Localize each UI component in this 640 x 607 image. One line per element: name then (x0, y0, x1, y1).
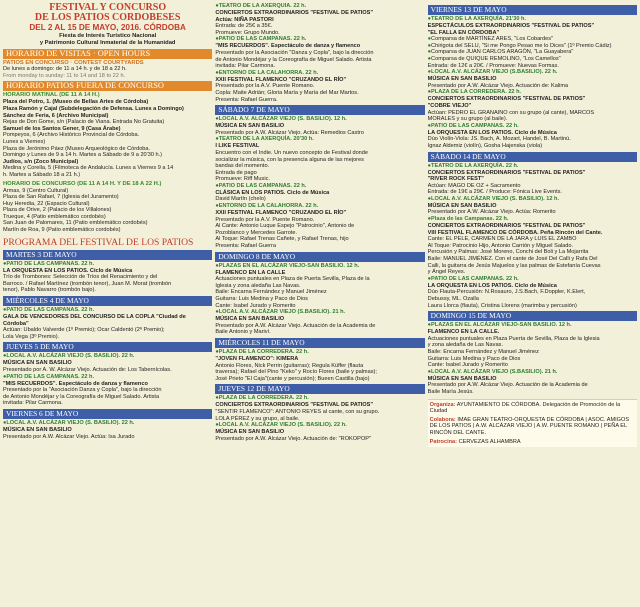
festival-dates: DEL 2 AL 15 DE MAYO, 2016. CÓRDOBA (29, 23, 186, 32)
patio-item: Plaza de San Rafael, 7 (Iglesia del Juramento) (3, 194, 119, 201)
event-title: XXII FESTIVAL FLAMENCO "CRUZANDO EL RÍO" (215, 76, 347, 83)
venue-label: ● LOCAL A.V. ALCÁZAR VIEJO (S. BASILIO). 12 h. (428, 196, 637, 203)
event-title: MÚSICA EN SAN BASILIO (427, 76, 497, 83)
event-text: MORALES y su grupo (al baile). (427, 116, 508, 123)
event-text: Baile María Jesús. (427, 388, 474, 395)
venue-label: ● TEATRO DE LA AXERQUÍA. 21'30 h. (428, 16, 637, 23)
event-text: Pozoblanco y Mercedes Garrote. (215, 229, 298, 236)
date-header: MARTES 3 DE MAYO (3, 250, 212, 260)
event-text: David Martín (chelo) (215, 196, 266, 203)
event-text: Presentado por A. W. Alcázar Viejo. Actuación de: Los Tabernícolas. (3, 367, 172, 373)
event-text: Presentado por la A.V. Puente Romano. (215, 83, 315, 90)
credit-patrocina (430, 439, 635, 446)
patio-item: Samuel de los Santos Gener, 9 (Casa Árabe) (3, 125, 121, 132)
event-text: Encuentro con el Indie. Un nuevo concepto de Festival donde (215, 149, 369, 156)
event-title: FLAMENCO EN LA CALLE. (427, 329, 500, 336)
event-title: CONCIERTOS EXTRAORDINARIOS "FESTIVAL DE PATIOS" (215, 10, 374, 16)
visits-line-en: From monday to sunday: 11 to 14 and 18 to 22 h. (3, 72, 126, 79)
event-text: Presentado por A.W. Alcázar Viejo. Actúa: Isa Jurado (3, 433, 135, 440)
venue-label: ● LOCAL A.V. ALCÁZAR VIEJO (S. BASILIO). 12 h. (215, 116, 424, 123)
event-text: Cante: Isabel Jurado y Romerito (215, 302, 296, 309)
event-text: Actuaciones puntuales en Plaza de Puerta Sevilla, Plaza de la (215, 276, 370, 283)
date-header: JUEVES 12 DE MAYO (215, 384, 424, 394)
credit-text: IMAE GRAN TEATRO-ORQUESTA DE CÓRDOBA | ASOC. AMIGOS DE LOS PATIOS | A.W. ALCÁZAR VIEJO | A.W. PUENTE ROMANO | PEÑA EL RINCÓN DEL CANTE. (429, 416, 630, 436)
date-header: MIÉRCOLES 4 DE MAYO (3, 296, 212, 306)
visits-line-es: De lunes a domingo: de 11 a 14 h. y de 18 a 22 h. (3, 66, 127, 73)
date-header: MIÉRCOLES 11 DE MAYO (215, 338, 424, 348)
venue-label: ● PLAZAS EN EL ALCÁZAR VIEJO-SAN BASILIO. 12 h. (428, 322, 637, 329)
event-title: MÚSICA EN SAN BASILIO (3, 360, 72, 367)
event-text: invitada: Pilar Carmona. (215, 63, 276, 70)
patio-item: Plaza del Potro, 1. (Museo de Bellas Artes de Córdoba) (3, 99, 149, 106)
event-text: Calli, la guitarra de Jesús Majuelos y las palmas de Estefanía Cuevas (427, 262, 601, 269)
event-text: bandas del momento. (215, 163, 270, 170)
event-text: Lola Vega (3º Premio). (3, 333, 60, 340)
event-title: MÚSICA EN SAN BASILIO (215, 429, 285, 436)
venue-label: ● ENTORNO DE LA CALAHORRA. 22 h. (215, 203, 424, 210)
date-header: JUEVES 5 DE MAYO (3, 342, 212, 352)
morning-hours-label: HORARIO MATINAL (DE 11 A 14 H.) (3, 92, 100, 99)
date-header: VIERNES 13 DE MAYO (428, 5, 637, 15)
event-text: ● Comparsa de QUIQUE REMOLINO, "Los Camellos" (428, 56, 637, 63)
event-text: LOLA PÉREZ y su grupo, al baile. (215, 415, 300, 422)
venue-label: ● PATIO DE LAS CAMPANAS. 22 h. (3, 374, 212, 381)
credit-organiza (430, 402, 635, 415)
event-title: MÚSICA EN SAN BASILIO (215, 123, 285, 130)
event-text: Dúo Violín-Viola: JS. Bach, A. Mozart, Handel, B. Martinú. (427, 136, 571, 143)
event-text: ● Chirigota del SELU, "Si me Pongo Pesao me lo Dices" (1º Premio Cádiz) (428, 43, 637, 50)
event-text: tenor), Pablo Navarro (trombón bajo). (3, 287, 96, 294)
venue-label: ● PLAZA DE LA CORREDERA. 22 h. (215, 349, 424, 356)
event-title: CLÁSICA EN LOS PATIOS. Ciclo de Música (215, 189, 330, 196)
event-text: Actuaciones puntuales en Plaza Puerta de Sevilla, Plaza de la Iglesia (427, 335, 600, 342)
venue-label: ● PLAZA DE LA CORREDERA. 22 h. (215, 395, 424, 402)
event-title: "RIVER ROCK FEST" (427, 176, 484, 183)
event-text: Laura Llorca (flauta), Cristina Llorens (marimba y percusión) (427, 302, 577, 309)
venue-label: ● ENTORNO DE LA CALAHORRA. 22 h. (215, 70, 424, 77)
patio-item: Plaza de Jerónimo Páez (Museo Arqueológico de Córdoba. (3, 145, 151, 152)
event-text: Antonio Flores, Nick Perrin (guitarras); Regula Küffer (flauta (215, 362, 364, 369)
event-text: Baile: Encarna Fernández y Manuel Jiménez (215, 289, 327, 296)
patio-item: San Juan de Palomares, 11 (Patio emblemático cordobés) (3, 220, 148, 227)
patio-item: Sánchez de Feria, 6 (Archivo Municipal) (3, 112, 109, 119)
event-text: Al Toque: Rafael Trenas Cañete, y Rafael Trenas, hijo (215, 236, 349, 243)
column-right (428, 3, 637, 607)
event-text: Baile: MANUEL JIMÉNEZ. Con el cante de José Del Calli y Rafa Del (427, 256, 598, 263)
event-text: Presentado por la A.V. Puente Romano. (215, 216, 315, 223)
event-text: socializar la música, con la presencia alguna de las mejores (215, 156, 364, 163)
event-text: Presentado por A.W. Alcázar Viejo. Actúa: Romerito (427, 209, 556, 216)
venue-label: ● PLAZAS EN EL ALCÁZAR VIEJO-SAN BASILIO. 12 h. (215, 263, 424, 270)
patio-item: Rejas de Don Gome, s/n (Palacio de Viana. Entrada No Gratuita) (3, 119, 165, 126)
venue-label: ● TEATRO DE LA AXERQUÍA. 22 h. (215, 3, 424, 10)
venue-label: ● PATIO DE LAS CAMPANAS. 22 h. (3, 261, 212, 268)
event-title: "COBRE VIEJO" (427, 102, 472, 109)
patio-item: Medina y Corella, 5 (Filmoteca de Andalucía. Lunes a Viernes 9 a 14 (3, 165, 174, 172)
column-middle (215, 3, 424, 607)
event-text: Cante: EL PELE, CARMEN DE LA JARA y LUIS EL ZAMBO (427, 236, 577, 243)
date-header: VIERNES 6 DE MAYO (3, 409, 212, 419)
visits-hours-header: HORARIO DE VISITAS · OPEN HOURS (3, 49, 212, 59)
event-text: Barroco. / Rafael Martínez (trombón tenor), Juan M. Morat (trombón (3, 280, 172, 287)
venue-label: ● TEATRO DE LA AXERQUÍA. 22 h. (428, 163, 637, 170)
patio-item: Domingo y Lunes de 9 a 14 h. Martes a Sábado de 9 a 20'30 h.) (3, 152, 163, 159)
event-title: "EL FALLA EN CÓRDOBA" (427, 29, 500, 36)
event-title: CONCIERTOS EXTRAORDINARIOS "FESTIVAL DE PATIOS" (427, 169, 586, 176)
event-text: "SENTIR FLAMENCO": ANTONIO REYES al cante, con su grupo. (215, 408, 380, 415)
patio-item: Plaza de Orive, 2 (Palacio de los Villalones) (3, 207, 112, 214)
event-title: LA ORQUESTA EN LOS PATIOS. Ciclo de Música (427, 282, 557, 289)
event-text: Presentado por A.W. Alcázar Viejo. Actuación de: Kalima (427, 82, 569, 89)
date-header: SÁBADO 14 DE MAYO (428, 152, 637, 162)
venue-label: ● PATIO DE LAS CAMPANAS. 22 h. (428, 123, 637, 130)
credit-label: Patrocina: (429, 438, 458, 445)
event-text: Dúo Flauta-Percusión: N.Rosauro, J.S.Bach, F.Doppler, K.Elert, (427, 289, 586, 296)
event-text: de Antonio Mondéjar y la Coreografía de Miguel Salado. Artista (3, 393, 160, 400)
event-text: Actúa: NIÑA PASTORI (215, 16, 274, 23)
event-text: Cante: Isabel Jurado y Romerito (427, 362, 508, 369)
venue-label: ● LOCAL A.V. ALCÁZAR VIEJO (S. BASILIO). 22 h. (3, 353, 212, 360)
event-title: CONCIERTOS EXTRAORDINARIOS "FESTIVAL DE PATIOS" (427, 223, 586, 230)
event-text: Entrada de pago (215, 169, 257, 176)
event-title: LA ORQUESTA EN LOS PATIOS. Ciclo de Música (427, 129, 557, 136)
event-text: Entrada: de 25€ a 35€. (215, 23, 273, 30)
date-header: DOMINGO 8 DE MAYO (215, 252, 424, 262)
event-text: Baile Antonio y Mariví. (215, 329, 271, 336)
patio-item: Martín de Roa, 9 (Patio emblemático cordobés) (3, 227, 121, 234)
event-text: Trío de Trombones: Selección de Tríos del Renacimiento y del (3, 274, 158, 281)
event-text: traversa); Rafael del Pino "Keko" y Rocío Flores (baile y palmas); (215, 369, 377, 376)
credit-text: AYUNTAMIENTO DE CÓRDOBA. Delegación de Promoción de la Ciudad (429, 401, 621, 415)
event-text: invitada: Pilar Carmona. (3, 400, 63, 407)
venue-label: ● LOCAL A.V. ALCÁZAR VIEJO (S. BASILIO). 22 h. (215, 422, 424, 429)
page-title-line2: DE LOS PATIOS CORDOBESES (34, 12, 181, 23)
event-title: Córdoba" (3, 320, 29, 327)
event-text: Ignaz Aldemiz (violín), Gosha Hajenska (viola) (427, 142, 543, 149)
event-title: ESPECTÁCULOS EXTRAORDINARIOS "FESTIVAL DE PATIOS" (427, 23, 595, 29)
event-text: Entrada: de 12€ a 20€. / Promueve: Nuevas Formas. (427, 62, 559, 69)
event-title: GALA DE VENCEDORES DEL CONCURSO DE LA COPLA "Ciudad de (3, 314, 186, 321)
venue-label: ● PLAZA DE LA CORREDERA. 22 h. (428, 89, 637, 96)
venue-label: ● LOCAL A.V. ALCÁZAR VIEJO (S.BASILIO). 21 h. (215, 309, 424, 316)
venue-label: ● LOCAL A.V. ALCÁZAR VIEJO (S.BASILIO). 21 h. (428, 369, 637, 376)
event-text: Baile: Encarna Fernández y Manuel Jiménez (427, 348, 539, 355)
event-text: Actúan: MAGO DE OZ + Sacramento (427, 182, 521, 189)
event-text: Debussy, ML. Ozalla (427, 296, 479, 302)
event-text: y zona aledaña de Las Navas. (427, 342, 503, 349)
credit-text: CERVEZAS ALHAMBRA (458, 438, 521, 445)
patio-item: Judíos, s/n (Zoco Municipal) (3, 158, 79, 165)
event-text: ● Comparsa de JUAN CARLOS ARAGÓN, "La Guayabera" (428, 49, 637, 56)
event-text: Presentado por la Asociación "Danza y Copla", bajo la dirección (215, 49, 374, 56)
event-text: Promueve: Riff Music. (215, 176, 270, 183)
patio-item: Huy Heredia, 22 (Espacio Cultural) (3, 200, 90, 207)
venue-label: ● Plaza de las Campanas. 22 h. (428, 216, 637, 223)
event-text: Promueve: Grupo Mundo. (215, 29, 280, 36)
event-text: Actúan: Ubaldo Valverde (1º Premio); Ocar Caldentó (2º Premio); (3, 327, 165, 334)
event-title: MÚSICA EN SAN BASILIO (427, 202, 497, 209)
event-text: Presentado por A.W. Alcázar Viejo. Actuación de la Academia de (427, 382, 588, 389)
column-left (3, 3, 212, 607)
event-text: Presentado por A.W. Alcázar Viejo. Actúa: Remedios Castro (215, 129, 364, 136)
patio-item: Lunes a Viernes) (3, 138, 46, 145)
patio-item: Plaza Ramón y Cajal (Subdelegación de Defensa. Lunes a Domingo) (3, 105, 184, 112)
patio-item: Armas, 9 (Centro Cultural) (3, 187, 69, 194)
venue-label: ● TEATRO DE LA AXERQUÍA. 20'30 h. (215, 136, 424, 143)
event-title: MÚSICA EN SAN BASILIO (3, 426, 72, 433)
event-text: y Ángel Reyes. (427, 269, 466, 276)
event-title: MÚSICA EN SAN BASILIO (427, 375, 497, 382)
event-text: José Prieto "El Caja"(cante y percusión); Bueen Castilla (bajo) (215, 375, 370, 382)
date-header: DOMINGO 15 DE MAYO (428, 311, 637, 321)
event-title: CONCIERTOS EXTRAORDINARIOS "FESTIVAL DE PATIOS" (215, 402, 374, 409)
event-title: "JOVEN FLAMENCO": KIMERA (215, 355, 299, 362)
outside-contest-header: HORARIO PATIOS FUERA DE CONCURSO (3, 81, 212, 91)
event-text: Percusión y Palmas: José Moreno, Conchi del Boli y La Mojarrita (427, 249, 589, 256)
date-header: SÁBADO 7 DE MAYO (215, 105, 424, 115)
credit-label: Organiza: (429, 401, 456, 408)
event-text: Presentado por la "Asociación Danza y Copla", bajo la dirección (3, 387, 162, 394)
event-title: "MIS RECUERDOS". Espectáculo de danza y flamenco (3, 380, 148, 387)
program-heading: PROGRAMA DEL FESTIVAL DE LOS PATIOS (3, 236, 194, 248)
patio-item: Pompeyos, 6 (Archivo Histórico Provincial de Córdoba. (3, 132, 140, 139)
event-text: Actúan: PEDRO EL GRANAINO con su grupo (al cante), MARCOS (427, 109, 595, 116)
event-title: "MIS RECUERDOS". Espectáculo de danza y flamenco (215, 43, 361, 50)
credit-label: Colabora: (429, 416, 456, 423)
event-text: de Antonio Mondéjar y la Coreografía de Miguel Salado. Artista (215, 56, 372, 63)
event-text: Iglesia y zona aledaña Las Navas. (215, 282, 301, 289)
event-title: LA ORQUESTA EN LOS PATIOS. Ciclo de Música (3, 267, 133, 274)
event-text: Presenta: Rafael Guerra (215, 243, 276, 250)
venue-label: ● PATIO DE LAS CAMPANAS. 22 h. (428, 276, 637, 283)
contest-hours-label: HORARIO DE CONCURSO (DE 11 A 14 H. Y DE 18 A 22 H.) (3, 180, 162, 187)
event-text: Guitarra: Luis Medina y Paco de Dios (215, 296, 308, 302)
event-text: Al Toque: Patrocinio Hijo, Antonio Carrión y Miguel Salado. (427, 242, 574, 249)
event-text: Presentado por A.W. Alcázar Viejo. Actuación de la Academia de (215, 322, 376, 329)
venue-label: ● PATIO DE LAS CAMPANAS. 22 h. (215, 183, 424, 190)
event-text: Entrada: de 19€ a 29€. / Produce: Fónica Live Events. (427, 189, 562, 196)
event-title: FLAMENCO EN LA CALLE (215, 269, 286, 276)
venue-label: ● PATIO DE LAS CAMPANAS. 22 h. (3, 307, 212, 314)
event-text: Presentado por A.W. Alcázar Viejo. Actuación de: "ROKOPOP" (215, 435, 371, 442)
event-title: I LIKE FESTIVAL (215, 143, 260, 150)
credit-colabora (430, 417, 635, 437)
patio-item: Trueque, 4 (Patio emblemático cordobés) (3, 213, 106, 220)
event-title: VIII FESTIVAL FLAMENCO DE CÓRDOBA. Peña Rincón del Cante. (427, 229, 603, 236)
festival-subtitle-2: y Patrimonio Cultural Inmaterial de la Humanidad (39, 39, 176, 46)
event-title: MÚSICA EN SAN BASILIO (215, 316, 285, 323)
visits-contest-label: PATIOS EN CONCURSO · CONTEST COURTYARDS (3, 59, 144, 66)
venue-label: ● LOCAL A.V. ALCÁZAR VIEJO (S. BASILIO). 22 h. (3, 420, 212, 427)
event-title: CONCIERTOS EXTRAORDINARIOS "FESTIVAL DE PATIOS" (427, 96, 586, 103)
event-text: Al Cante: Antonio Luque Espejo "Patrocinio", Antonio de (215, 223, 355, 230)
page-title-line1: FESTIVAL Y CONCURSO (49, 3, 167, 13)
event-text: Guitarra: Luis Medina y Paco de Dios (427, 355, 521, 362)
festival-subtitle-1: Fiesta de Interés Turístico Nacional (59, 33, 157, 39)
patio-item: h. Martes a Sábado 18 a 21 h.) (3, 171, 81, 178)
event-title: XXII FESTIVAL FLAMENCO "CRUZANDO EL RÍO" (215, 210, 347, 217)
event-text: Presenta: Rafael Guerra. (215, 96, 278, 103)
event-text: ● Comparsa de MARTÍNEZ ARES, "Los Cobardes" (428, 36, 637, 43)
event-text: Copla: Maite Adrián; Gloria María y María del Mar Martos. (215, 89, 359, 96)
venue-label: ● PATIO DE LAS CAMPANAS. 22 h. (215, 36, 424, 43)
venue-label: ● LOCAL A.V. ALCÁZAR VIEJO (S.BASILIO). 22 h. (428, 69, 637, 76)
credits-box (428, 399, 637, 448)
